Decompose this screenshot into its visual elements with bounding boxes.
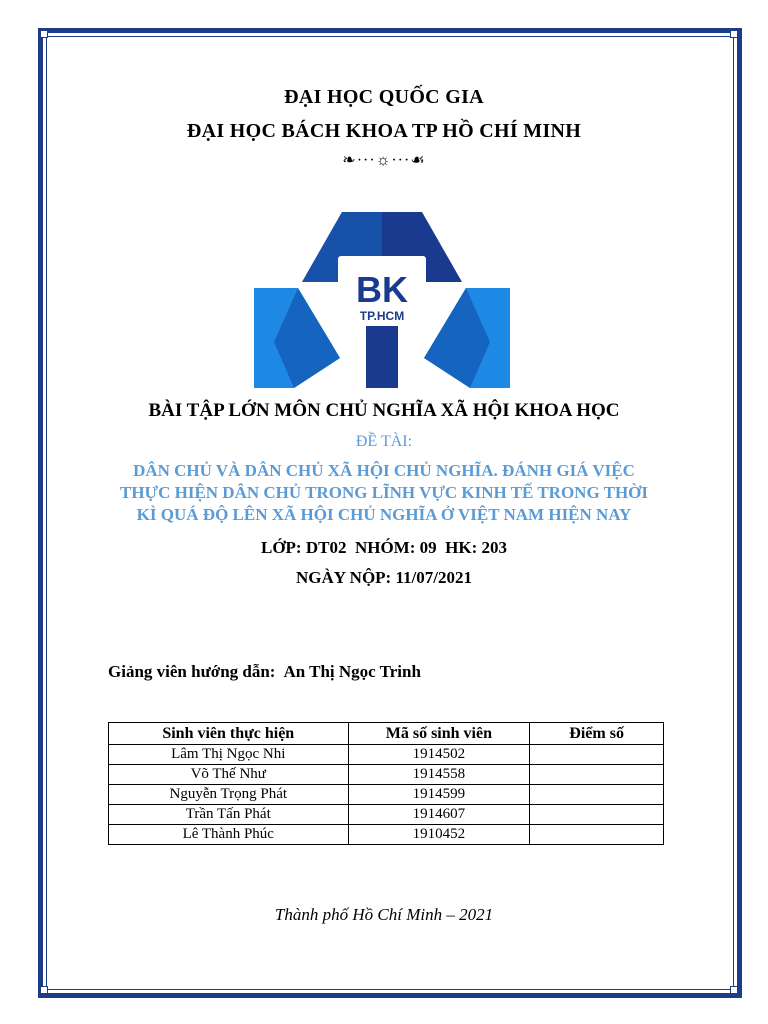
table-row — [109, 805, 664, 825]
border-corner-bottom-right — [730, 986, 738, 994]
student-id-cell: 1914607 — [348, 805, 530, 825]
class-info: LỚP: DT02 NHÓM: 09 HK: 203 — [260, 538, 507, 557]
border-corner-top-right — [730, 30, 738, 38]
logo-subtext: TP.HCM — [359, 309, 405, 323]
submit-date: NGÀY NỘP: 11/07/2021 — [296, 568, 472, 587]
border-corner-top-left — [40, 30, 48, 38]
students-table — [108, 722, 664, 845]
student-id-cell: 1914599 — [348, 785, 530, 805]
table-header-row — [109, 723, 664, 745]
score-cell — [530, 825, 664, 845]
student-name-cell: Lê Thành Phúc — [109, 825, 349, 845]
table-row — [109, 825, 664, 845]
score-cell — [530, 805, 664, 825]
topic-text — [96, 460, 672, 526]
table-header-cell: Mã số sinh viên — [348, 723, 530, 745]
border-corner-bottom-left — [40, 986, 48, 994]
topic-line: THỰC HIỆN DÂN CHỦ TRONG LĨNH VỰC KINH TẾ TRONG THỜI — [119, 483, 649, 502]
table-header-cell: Sinh viên thực hiện — [109, 723, 349, 745]
place-and-year: Thành phố Hồ Chí Minh – 2021 — [274, 905, 494, 924]
score-cell — [530, 785, 664, 805]
topic-line: DÂN CHỦ VÀ DÂN CHỦ XÃ HỘI CHỦ NGHĨA. ĐÁNH GIÁ VIỆC — [133, 461, 635, 480]
score-cell — [530, 745, 664, 765]
student-id-cell: 1910452 — [348, 825, 530, 845]
instructor-name: An Thị Ngọc Trinh — [283, 662, 421, 681]
national-university-heading: ĐẠI HỌC QUỐC GIA — [284, 86, 484, 108]
student-id-cell: 1914502 — [348, 745, 530, 765]
table-header-cell: Điểm số — [530, 723, 664, 745]
ornament-divider: ❧···☼···☙ — [342, 152, 426, 169]
topic-label: ĐỀ TÀI: — [355, 433, 413, 450]
assignment-title: BÀI TẬP LỚN MÔN CHỦ NGHĨA XÃ HỘI KHOA HỌC — [148, 400, 620, 421]
student-name-cell: Lâm Thị Ngọc Nhi — [109, 745, 349, 765]
table-row — [109, 785, 664, 805]
table-row — [109, 745, 664, 765]
logo-text: BK — [356, 269, 408, 310]
topic-line: KÌ QUÁ ĐỘ LÊN XÃ HỘI CHỦ NGHĨA Ở VIỆT NAM HIỆN NAY — [136, 505, 632, 524]
score-cell — [530, 765, 664, 785]
bk-university-logo — [254, 212, 510, 388]
student-name-cell: Trần Tấn Phát — [109, 805, 349, 825]
student-id-cell: 1914558 — [348, 765, 530, 785]
student-name-cell: Võ Thế Như — [109, 765, 349, 785]
table-row — [109, 765, 664, 785]
student-name-cell: Nguyễn Trọng Phát — [109, 785, 349, 805]
instructor-label: Giảng viên hướng dẫn: — [108, 662, 276, 681]
instructor-line — [108, 662, 421, 682]
university-name-heading: ĐẠI HỌC BÁCH KHOA TP HỒ CHÍ MINH — [186, 120, 582, 142]
